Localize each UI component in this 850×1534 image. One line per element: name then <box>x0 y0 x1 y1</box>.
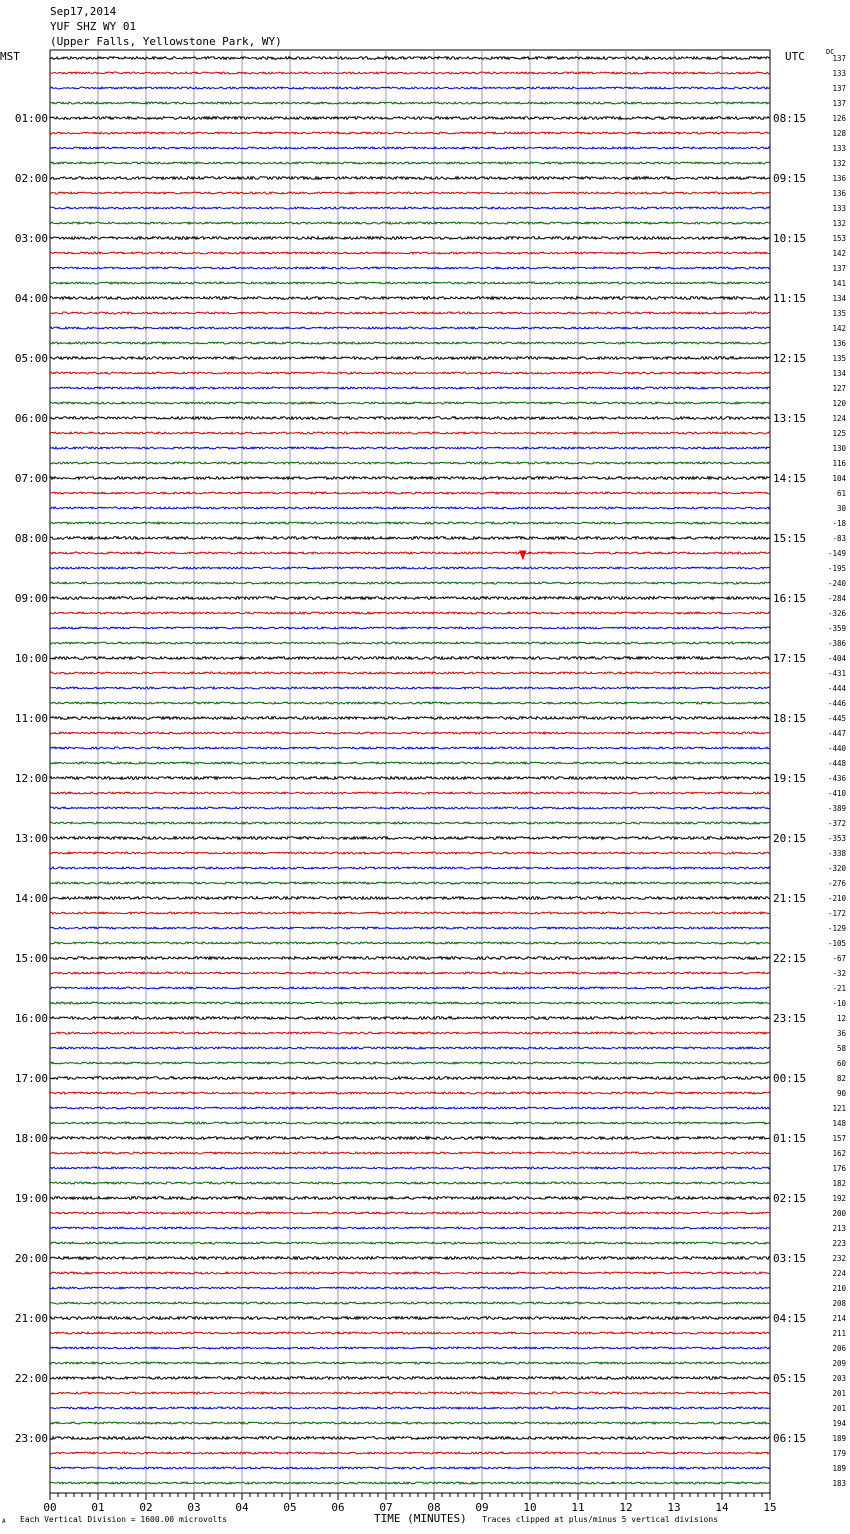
dc-offset-label: 90 <box>836 1089 846 1098</box>
right-hour-label: 08:15 <box>773 112 807 125</box>
trace-row <box>50 462 770 464</box>
trace-row <box>50 942 770 944</box>
trace-row <box>50 372 770 374</box>
trace-row <box>50 327 770 329</box>
trace-row <box>50 267 770 269</box>
right-hour-label: 06:15 <box>773 1432 807 1445</box>
dc-offset-label: -18 <box>832 519 846 528</box>
trace-row <box>50 1437 770 1440</box>
x-axis-title: TIME (MINUTES) <box>374 1512 467 1525</box>
trace-row <box>50 192 770 194</box>
x-tick-label: 11 <box>571 1501 585 1514</box>
x-tick-label: 09 <box>475 1501 489 1514</box>
seismic-event-marker <box>520 551 526 559</box>
dc-offset-label: 137 <box>832 54 846 63</box>
dc-offset-label: -386 <box>827 639 846 648</box>
right-hour-label: 04:15 <box>773 1312 807 1325</box>
dc-offset-label: 201 <box>832 1404 846 1413</box>
dc-offset-label: -21 <box>832 984 846 993</box>
trace-row <box>50 102 770 104</box>
dc-offset-label: 211 <box>832 1329 846 1338</box>
trace-row <box>50 657 770 660</box>
trace-row <box>50 1017 770 1020</box>
right-hour-label: 17:15 <box>773 652 807 665</box>
dc-offset-label: 132 <box>832 159 846 168</box>
trace-row <box>50 1422 770 1424</box>
left-hour-label: 21:00 <box>14 1312 48 1325</box>
trace-row <box>50 987 770 989</box>
dc-offset-label: 214 <box>832 1314 846 1323</box>
dc-offset-label: 157 <box>832 1134 846 1143</box>
trace-row <box>50 522 770 524</box>
dc-offset-label: 135 <box>832 309 846 318</box>
dc-offset-label: 203 <box>832 1374 846 1383</box>
dc-offset-label: 133 <box>832 204 846 213</box>
trace-row <box>50 1077 770 1080</box>
dc-offset-label: 124 <box>832 414 846 423</box>
dc-offset-label: 189 <box>832 1434 846 1443</box>
x-tick-label: 05 <box>283 1501 297 1514</box>
right-hour-label: 13:15 <box>773 412 807 425</box>
left-hour-label: 14:00 <box>14 892 48 905</box>
dc-offset-label: -83 <box>832 534 846 543</box>
trace-row <box>50 492 770 494</box>
trace-row <box>50 582 770 584</box>
trace-row <box>50 1107 770 1109</box>
trace-row <box>50 1257 770 1260</box>
dc-offset-label: -447 <box>827 729 846 738</box>
dc-offset-label: 120 <box>832 399 846 408</box>
trace-row <box>50 627 770 629</box>
dc-offset-label: 189 <box>832 1464 846 1473</box>
x-tick-label: 02 <box>139 1501 153 1514</box>
trace-row <box>50 1272 770 1274</box>
trace-row <box>50 207 770 209</box>
trace-row <box>50 687 770 689</box>
dc-offset-label: -372 <box>827 819 846 828</box>
dc-offset-label: -67 <box>832 954 846 963</box>
left-hour-label: 09:00 <box>14 592 48 605</box>
right-hour-label: 20:15 <box>773 832 807 845</box>
corner-mark: A <box>2 1518 6 1525</box>
trace-row <box>50 1287 770 1289</box>
dc-offset-label: 137 <box>832 264 846 273</box>
left-hour-label: 18:00 <box>14 1132 48 1145</box>
dc-offset-label: 153 <box>832 234 846 243</box>
right-hour-label: 02:15 <box>773 1192 807 1205</box>
trace-row <box>50 642 770 644</box>
trace-row <box>50 1242 770 1244</box>
trace-row <box>50 1392 770 1394</box>
dc-offset-label: 206 <box>832 1344 846 1353</box>
x-tick-label: 07 <box>379 1501 393 1514</box>
left-hour-label: 03:00 <box>14 232 48 245</box>
trace-row <box>50 1062 770 1064</box>
dc-offset-label: 208 <box>832 1299 846 1308</box>
trace-row <box>50 1467 770 1469</box>
left-hour-label: 17:00 <box>14 1072 48 1085</box>
dc-offset-label: 210 <box>832 1284 846 1293</box>
left-hour-label: 22:00 <box>14 1372 48 1385</box>
trace-row <box>50 537 770 540</box>
dc-offset-label: -240 <box>827 579 846 588</box>
dc-offset-label: 136 <box>832 174 846 183</box>
trace-row <box>50 387 770 389</box>
dc-offset-label: 128 <box>832 129 846 138</box>
x-tick-label: 13 <box>667 1501 681 1514</box>
clip-note: Traces clipped at plus/minus 5 vertical divisions <box>482 1515 719 1524</box>
trace-row <box>50 567 770 569</box>
trace-row <box>50 507 770 509</box>
dc-offset-label: 136 <box>832 339 846 348</box>
plot-frame <box>50 50 770 1493</box>
x-tick-label: 00 <box>43 1501 57 1514</box>
trace-row <box>50 912 770 914</box>
left-hour-label: 12:00 <box>14 772 48 785</box>
dc-offset-label: -276 <box>827 879 846 888</box>
x-tick-label: 12 <box>619 1501 633 1514</box>
trace-row <box>50 1317 770 1320</box>
dc-offset-label: 192 <box>832 1194 846 1203</box>
trace-row <box>50 177 770 180</box>
left-hour-label: 15:00 <box>14 952 48 965</box>
trace-row <box>50 402 770 404</box>
trace-row <box>50 1092 770 1094</box>
dc-offset-label: -359 <box>827 624 846 633</box>
right-hour-label: 19:15 <box>773 772 807 785</box>
dc-offset-label: 60 <box>836 1059 846 1068</box>
trace-row <box>50 702 770 704</box>
trace-row <box>50 822 770 824</box>
dc-offset-label: -448 <box>827 759 846 768</box>
trace-row <box>50 1047 770 1049</box>
dc-offset-label: 182 <box>832 1179 846 1188</box>
dc-offset-label: 82 <box>836 1074 846 1083</box>
trace-row <box>50 957 770 960</box>
right-hour-label: 16:15 <box>773 592 807 605</box>
dc-offset-label: -445 <box>827 714 846 723</box>
right-hour-label: 21:15 <box>773 892 807 905</box>
trace-row <box>50 1482 770 1484</box>
trace-row <box>50 1347 770 1349</box>
trace-row <box>50 792 770 794</box>
right-timezone-label: UTC <box>785 50 805 63</box>
trace-row <box>50 1167 770 1169</box>
dc-offset-label: -338 <box>827 849 846 858</box>
dc-offset-label: 176 <box>832 1164 846 1173</box>
trace-row <box>50 342 770 344</box>
left-hour-label: 07:00 <box>14 472 48 485</box>
dc-offset-label: 61 <box>836 489 846 498</box>
dc-offset-label: 224 <box>832 1269 846 1278</box>
trace-row <box>50 1212 770 1214</box>
trace-row <box>50 237 770 240</box>
left-hour-label: 20:00 <box>14 1252 48 1265</box>
x-tick-label: 15 <box>763 1501 777 1514</box>
trace-row <box>50 447 770 449</box>
dc-offset-label: 133 <box>832 144 846 153</box>
dc-offset-label: 130 <box>832 444 846 453</box>
trace-row <box>50 1407 770 1409</box>
dc-offset-label: -10 <box>832 999 846 1008</box>
trace-row <box>50 672 770 674</box>
trace-row <box>50 837 770 840</box>
trace-row <box>50 132 770 134</box>
dc-offset-label: 142 <box>832 324 846 333</box>
trace-row <box>50 612 770 614</box>
dc-offset-label: 104 <box>832 474 846 483</box>
trace-row <box>50 1002 770 1004</box>
right-hour-label: 10:15 <box>773 232 807 245</box>
trace-row <box>50 432 770 434</box>
trace-row <box>50 417 770 420</box>
right-hour-label: 22:15 <box>773 952 807 965</box>
dc-offset-label: 142 <box>832 249 846 258</box>
trace-row <box>50 87 770 89</box>
dc-offset-label: 12 <box>836 1014 846 1023</box>
right-hour-label: 18:15 <box>773 712 807 725</box>
x-tick-label: 14 <box>715 1501 729 1514</box>
right-hour-label: 23:15 <box>773 1012 807 1025</box>
trace-row <box>50 252 770 254</box>
dc-offset-label: 137 <box>832 99 846 108</box>
x-tick-label: 03 <box>187 1501 201 1514</box>
trace-row <box>50 162 770 164</box>
left-hour-label: 19:00 <box>14 1192 48 1205</box>
dc-offset-label: -436 <box>827 774 846 783</box>
dc-offset-label: -105 <box>827 939 846 948</box>
trace-row <box>50 72 770 74</box>
trace-row <box>50 312 770 314</box>
dc-offset-label: 126 <box>832 114 846 123</box>
dc-offset-label: -446 <box>827 699 846 708</box>
trace-row <box>50 297 770 300</box>
dc-offset-label: -172 <box>827 909 846 918</box>
dc-offset-label: 125 <box>832 429 846 438</box>
dc-offset-label: -129 <box>827 924 846 933</box>
trace-row <box>50 972 770 974</box>
trace-row <box>50 477 770 480</box>
trace-row <box>50 1197 770 1200</box>
dc-offset-label: 36 <box>836 1029 846 1038</box>
right-hour-label: 01:15 <box>773 1132 807 1145</box>
dc-offset-label: 135 <box>832 354 846 363</box>
dc-offset-label: -149 <box>827 549 846 558</box>
trace-row <box>50 927 770 929</box>
trace-row <box>50 1152 770 1154</box>
dc-offset-label: 30 <box>836 504 846 513</box>
x-tick-label: 10 <box>523 1501 537 1514</box>
trace-row <box>50 867 770 869</box>
trace-row <box>50 117 770 120</box>
x-tick-label: 04 <box>235 1501 249 1514</box>
left-hour-label: 13:00 <box>14 832 48 845</box>
left-hour-label: 10:00 <box>14 652 48 665</box>
trace-row <box>50 1122 770 1124</box>
dc-offset-label: 213 <box>832 1224 846 1233</box>
right-hour-label: 05:15 <box>773 1372 807 1385</box>
trace-row <box>50 1452 770 1454</box>
trace-row <box>50 552 770 554</box>
trace-row <box>50 762 770 764</box>
right-hour-label: 09:15 <box>773 172 807 185</box>
dc-offset-label: 132 <box>832 219 846 228</box>
left-hour-label: 01:00 <box>14 112 48 125</box>
scale-note: Each Vertical Division = 1600.00 microvolts <box>20 1515 228 1524</box>
dc-offset-label: 133 <box>832 69 846 78</box>
right-hour-label: 03:15 <box>773 1252 807 1265</box>
dc-offset-label: -195 <box>827 564 846 573</box>
trace-row <box>50 852 770 854</box>
right-hour-label: 15:15 <box>773 532 807 545</box>
trace-row <box>50 1182 770 1184</box>
left-hour-label: 02:00 <box>14 172 48 185</box>
dc-offset-label: 162 <box>832 1149 846 1158</box>
dc-offset-label: 201 <box>832 1389 846 1398</box>
left-hour-label: 04:00 <box>14 292 48 305</box>
dc-offset-label: 194 <box>832 1419 846 1428</box>
trace-row <box>50 807 770 809</box>
trace-row <box>50 1302 770 1304</box>
trace-row <box>50 147 770 149</box>
left-hour-label: 11:00 <box>14 712 48 725</box>
x-tick-label: 06 <box>331 1501 345 1514</box>
dc-offset-label: -440 <box>827 744 846 753</box>
left-hour-label: 23:00 <box>14 1432 48 1445</box>
trace-row <box>50 1032 770 1034</box>
dc-offset-label: 179 <box>832 1449 846 1458</box>
dc-offset-label: 232 <box>832 1254 846 1263</box>
dc-column-label: DC <box>826 48 835 56</box>
right-hour-label: 11:15 <box>773 292 807 305</box>
left-hour-label: 05:00 <box>14 352 48 365</box>
dc-offset-label: 136 <box>832 189 846 198</box>
left-hour-label: 16:00 <box>14 1012 48 1025</box>
dc-offset-label: 127 <box>832 384 846 393</box>
dc-offset-label: 116 <box>832 459 846 468</box>
dc-offset-label: -32 <box>832 969 846 978</box>
left-timezone-label: MST <box>0 50 20 63</box>
right-hour-label: 00:15 <box>773 1072 807 1085</box>
right-hour-label: 12:15 <box>773 352 807 365</box>
trace-row <box>50 597 770 600</box>
dc-offset-label: 141 <box>832 279 846 288</box>
dc-offset-label: 121 <box>832 1104 846 1113</box>
trace-row <box>50 1377 770 1380</box>
dc-offset-label: -404 <box>827 654 846 663</box>
trace-row <box>50 222 770 224</box>
x-tick-label: 01 <box>91 1501 105 1514</box>
trace-row <box>50 747 770 749</box>
header-date: Sep17,2014 <box>50 5 117 18</box>
x-tick-label: 08 <box>427 1501 441 1514</box>
header-station: YUF SHZ WY 01 <box>50 20 137 33</box>
trace-row <box>50 357 770 360</box>
trace-row <box>50 717 770 720</box>
dc-offset-label: -284 <box>827 594 846 603</box>
header-location: (Upper Falls, Yellowstone Park, WY) <box>50 35 282 48</box>
right-hour-label: 14:15 <box>773 472 807 485</box>
dc-offset-label: 148 <box>832 1119 846 1128</box>
trace-row <box>50 1362 770 1364</box>
dc-offset-label: -431 <box>827 669 846 678</box>
left-hour-label: 06:00 <box>14 412 48 425</box>
trace-row <box>50 57 770 60</box>
trace-row <box>50 897 770 900</box>
trace-row <box>50 1332 770 1334</box>
dc-offset-label: -444 <box>827 684 846 693</box>
trace-row <box>50 732 770 734</box>
trace-row <box>50 777 770 780</box>
dc-offset-label: -410 <box>827 789 846 798</box>
dc-offset-label: 223 <box>832 1239 846 1248</box>
trace-row <box>50 1227 770 1229</box>
dc-offset-label: -326 <box>827 609 846 618</box>
dc-offset-label: 183 <box>832 1479 846 1488</box>
dc-offset-label: 200 <box>832 1209 846 1218</box>
dc-offset-label: 209 <box>832 1359 846 1368</box>
dc-offset-label: -210 <box>827 894 846 903</box>
dc-offset-label: -320 <box>827 864 846 873</box>
left-hour-label: 08:00 <box>14 532 48 545</box>
dc-offset-label: -389 <box>827 804 846 813</box>
dc-offset-label: 134 <box>832 294 846 303</box>
dc-offset-label: 134 <box>832 369 846 378</box>
trace-row <box>50 1137 770 1140</box>
trace-row <box>50 282 770 284</box>
trace-row <box>50 882 770 884</box>
dc-offset-label: 58 <box>836 1044 846 1053</box>
dc-offset-label: -353 <box>827 834 846 843</box>
dc-offset-label: 137 <box>832 84 846 93</box>
